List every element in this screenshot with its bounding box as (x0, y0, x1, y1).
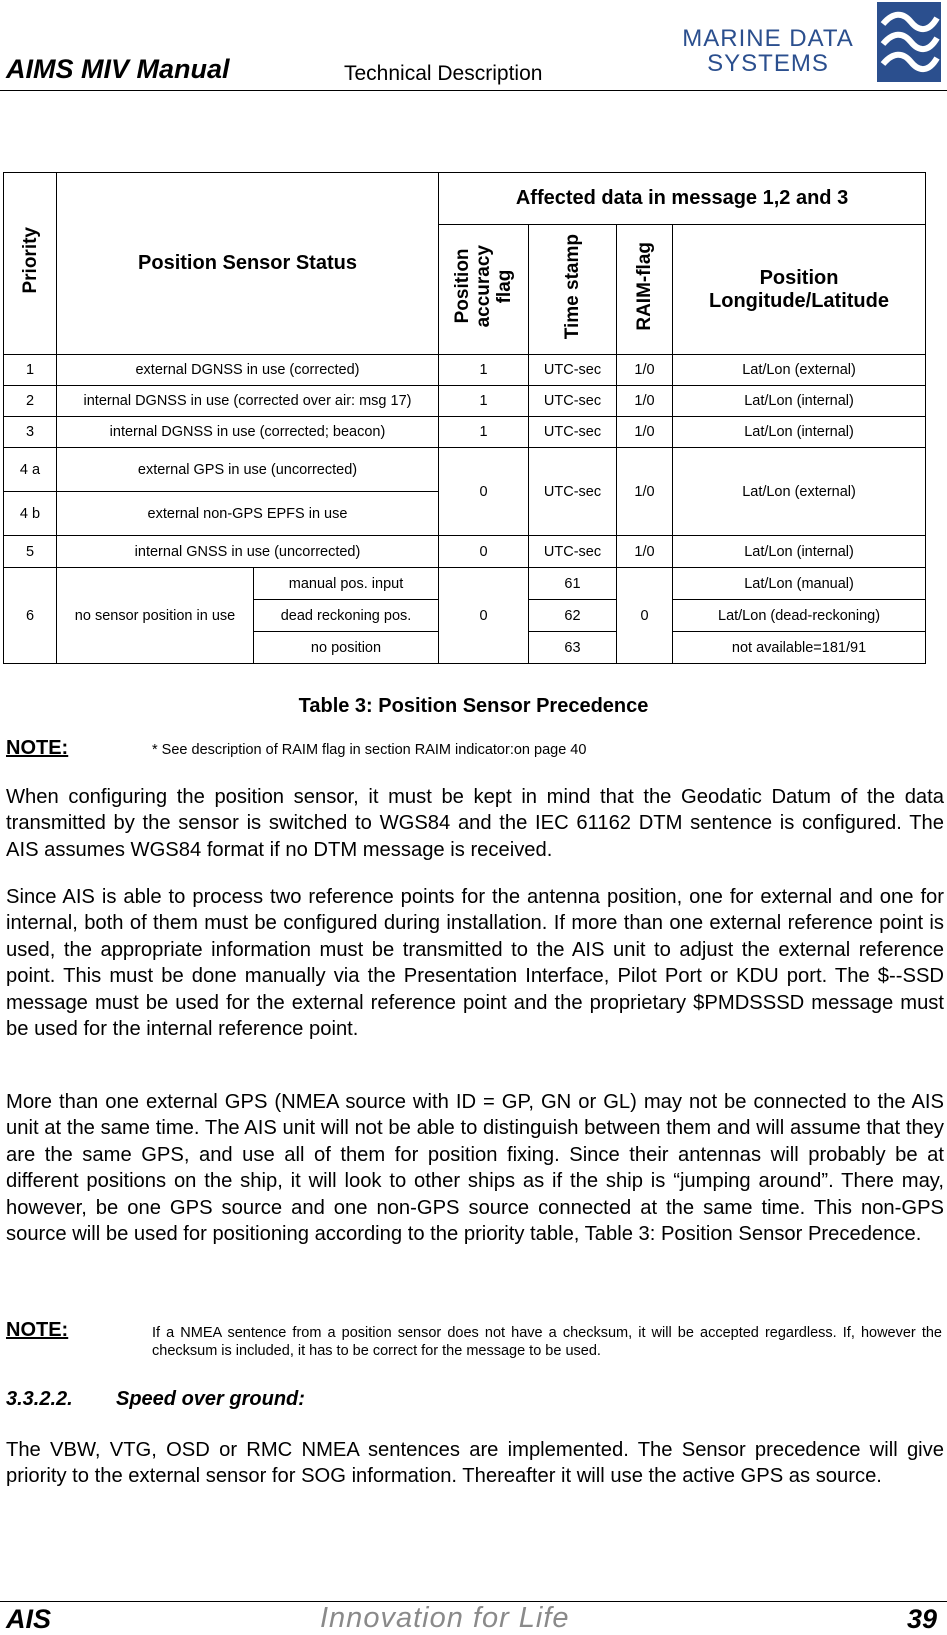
time-cell: UTC-sec (529, 417, 617, 448)
priority-cell: 4 a (4, 448, 57, 492)
priority-cell: 1 (4, 355, 57, 386)
accuracy-cell: 0 (439, 448, 529, 536)
status-cell: internal DGNSS in use (corrected; beacon) (57, 417, 439, 448)
priority-cell: 2 (4, 386, 57, 417)
time-cell: 62 (529, 600, 617, 632)
header-raim-flag (617, 225, 673, 355)
table-caption: Table 3: Position Sensor Precedence (298, 695, 649, 717)
position-cell: not available=181/91 (673, 632, 926, 664)
header-time-stamp (529, 225, 617, 355)
accuracy-cell: 1 (439, 386, 529, 417)
mode-cell: dead reckoning pos. (254, 600, 439, 632)
position-cell: Lat/Lon (internal) (673, 536, 926, 568)
raim-cell: 1/0 (617, 536, 673, 568)
table-row (4, 417, 926, 448)
priority-cell: 3 (4, 417, 57, 448)
header-rule (0, 90, 947, 91)
raim-cell: 1/0 (617, 448, 673, 536)
position-line-2: Longitude/Latitude (709, 289, 889, 312)
table-row (4, 386, 926, 417)
note-text: * See description of RAIM flag in section RAIM indicator:on page 40 (152, 742, 587, 758)
priority-label: Priority (19, 227, 41, 294)
position-cell: Lat/Lon (external) (673, 448, 926, 536)
accuracy-line-1: Position (452, 249, 473, 324)
company-logo-text (662, 26, 874, 76)
raim-flag-label: RAIM-flag (634, 242, 655, 331)
header-sensor-status: Position Sensor Status (57, 173, 439, 355)
note-label: NOTE: (6, 1319, 69, 1341)
section-number: 3.3.2.2. (6, 1388, 73, 1410)
manual-title: AIMS MIV Manual (6, 54, 230, 84)
time-cell: 63 (529, 632, 617, 664)
paragraph-geodetic-datum: When configuring the position sensor, it must be kept in mind that the Geodatic Datum of the data transmitted by the sensor is switched to WGS84 and the IEC 61162 DTM sentence is configured. The AIS assumes WGS84 format if no DTM message is received. (6, 786, 944, 861)
logo-line-2: SYSTEMS (707, 50, 829, 77)
accuracy-cell: 1 (439, 417, 529, 448)
raim-cell: 1/0 (617, 417, 673, 448)
position-cell: Lat/Lon (internal) (673, 417, 926, 448)
table-row (4, 536, 926, 568)
status-cell: internal GNSS in use (uncorrected) (57, 536, 439, 568)
position-cell: Lat/Lon (dead-reckoning) (673, 600, 926, 632)
priority-cell: 5 (4, 536, 57, 568)
header-position (673, 225, 926, 355)
raim-cell: 1/0 (617, 386, 673, 417)
table-row (4, 355, 926, 386)
position-cell: Lat/Lon (internal) (673, 386, 926, 417)
time-stamp-label: Time stamp (562, 233, 583, 340)
footer-slogan: Innovation for Life (320, 1602, 570, 1634)
position-cell: Lat/Lon (manual) (673, 568, 926, 600)
note-text: If a NMEA sentence from a position sensor does not have a checksum, it will be accepted regardless. If, however the checksum is included, it has to be correct for the message to be used. (152, 1325, 942, 1359)
accuracy-cell: 1 (439, 355, 529, 386)
section-title: Speed over ground: (116, 1388, 305, 1410)
raim-cell: 1/0 (617, 355, 673, 386)
time-cell: 61 (529, 568, 617, 600)
priority-cell: 4 b (4, 492, 57, 536)
paragraph-speed-over-ground: The VBW, VTG, OSD or RMC NMEA sentences are implemented. The Sensor precedence will give priority to the external sensor for SOG information. Thereafter it will use the active GPS as source. (6, 1439, 944, 1488)
table-row (4, 568, 926, 600)
section-heading (6, 1388, 305, 1411)
page-number: 39 (906, 1604, 937, 1634)
footer-product: AIS (6, 1604, 52, 1634)
paragraph-multiple-gps: More than one external GPS (NMEA source with ID = GP, GN or GL) may not be connected to the AIS unit at the same time. The AIS unit will not be able to distinguish between them and will assume that they are the same GPS, and use all of them for position fixing. Since their antennas will probably be at different positions on the ship, it will look to other ships as if the ship is “jumping around”. There may, however, be one GPS source and one non-GPS source connected at the same time. This non-GPS source will be used for positioning according to the priority table, Table 3: Position Sensor Precedence. (6, 1091, 944, 1246)
position-sensor-precedence-table (3, 172, 926, 664)
mode-cell: manual pos. input (254, 568, 439, 600)
accuracy-line-3: flag (494, 269, 515, 304)
wave-logo-icon (877, 2, 941, 82)
paragraph-reference-points: Since AIS is able to process two reference points for the antenna position, one for external and one for internal, both of them must be configured during installation. If more than one external reference point is used, the appropriate information must be transmitted to the AIS unit to adjust the external reference point. This must be done manually via the Presentation Interface, Pilot Port or KDU port. The $--SSD message must be used for the external reference point and the proprietary $PMDSSSD message must be used for the internal reference point. (6, 886, 944, 1041)
table-row (4, 448, 926, 492)
time-cell: UTC-sec (529, 536, 617, 568)
status-cell: internal DGNSS in use (corrected over air: msg 17) (57, 386, 439, 417)
time-cell: UTC-sec (529, 448, 617, 536)
time-cell: UTC-sec (529, 355, 617, 386)
logo-line-1: MARINE DATA (682, 25, 854, 52)
position-cell: Lat/Lon (external) (673, 355, 926, 386)
accuracy-cell: 0 (439, 568, 529, 664)
accuracy-flag-label (452, 245, 515, 327)
note-label: NOTE: (6, 737, 69, 759)
header-priority (4, 173, 57, 355)
page-header (0, 0, 947, 92)
time-cell: UTC-sec (529, 386, 617, 417)
header-subtitle: Technical Description (344, 62, 543, 85)
header-affected-data: Affected data in message 1,2 and 3 (439, 173, 926, 225)
status-cell: external DGNSS in use (corrected) (57, 355, 439, 386)
status-cell: no sensor position in use (57, 568, 254, 664)
raim-cell: 0 (617, 568, 673, 664)
mode-cell: no position (254, 632, 439, 664)
status-cell: external GPS in use (uncorrected) (57, 448, 439, 492)
position-line-1: Position (759, 266, 839, 289)
accuracy-line-2: accuracy (473, 245, 494, 328)
accuracy-cell: 0 (439, 536, 529, 568)
priority-cell: 6 (4, 568, 57, 664)
header-accuracy-flag (439, 225, 529, 355)
status-cell: external non-GPS EPFS in use (57, 492, 439, 536)
